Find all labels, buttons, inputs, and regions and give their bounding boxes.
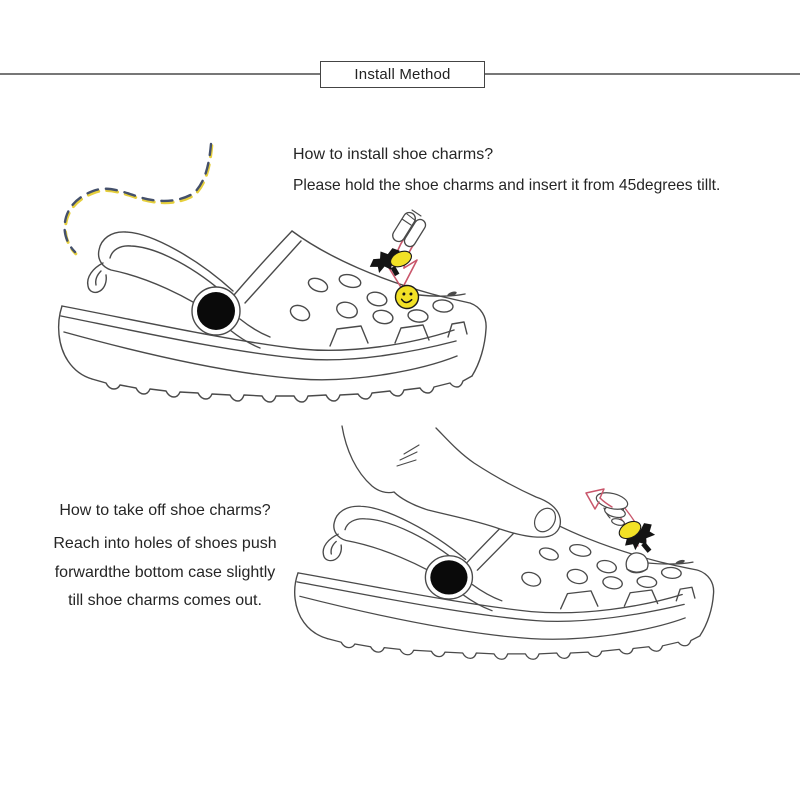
remove-line-1: Reach into holes of shoes push <box>53 535 277 552</box>
bat-charm-icon <box>366 243 414 278</box>
hand-icon <box>342 426 560 537</box>
remove-line-3: till shoe charms comes out. <box>68 592 262 609</box>
install-heading: How to install shoe charms? <box>293 146 494 163</box>
fingers-holding-charm-icon <box>390 210 427 249</box>
remove-demo-overlay <box>586 489 659 573</box>
install-body: Please hold the shoe charms and insert it from 45degrees tillt. <box>293 177 721 194</box>
smiley-charm-icon <box>394 284 420 310</box>
dashed-squiggle <box>65 144 212 254</box>
page-title: Install Method <box>354 66 451 83</box>
remove-heading: How to take off shoe charms? <box>59 502 271 519</box>
button-charm-icon <box>595 490 630 527</box>
remove-line-2: forwardthe bottom case slightly <box>54 564 276 581</box>
clog-shoe-install-illustration <box>59 231 486 402</box>
bump-charm-icon <box>626 553 648 573</box>
